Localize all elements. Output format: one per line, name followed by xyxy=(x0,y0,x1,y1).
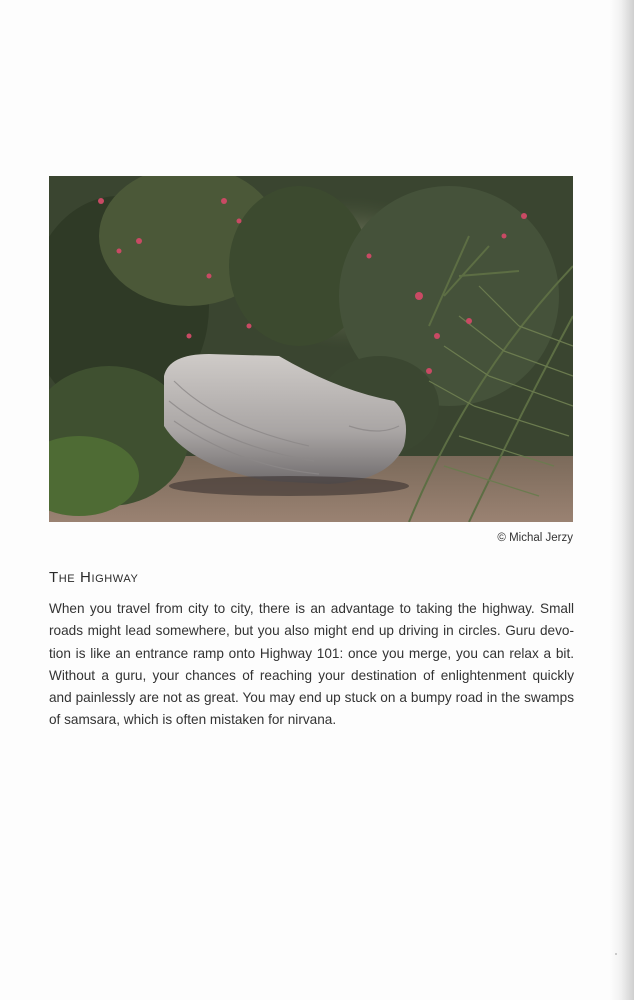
paragraph-line: roads might lead somewhere, but you also might end up driving in circles. Guru devo- xyxy=(49,623,574,639)
page-edge-shadow xyxy=(610,0,634,1000)
body-paragraph xyxy=(49,598,574,732)
paragraph-line: tion is like an entrance ramp onto Highway 101: once you merge, you can relax a bit. xyxy=(49,645,574,661)
photo-covered-car xyxy=(49,176,573,522)
photo-illustration xyxy=(49,176,573,522)
paragraph-line: of samsara, which is often mistaken for nirvana. xyxy=(49,712,337,728)
scan-speck xyxy=(615,953,617,955)
photo-credit: © Michal Jerzy xyxy=(497,532,573,544)
paragraph-line: When you travel from city to city, there is an advantage to taking the highway. Small xyxy=(49,601,574,616)
paragraph-line: Without a guru, your chances of reaching your destination of enlightenment quickly xyxy=(49,667,574,683)
paragraph-line: and painlessly are not as great. You may end up stuck on a bumpy road in the swamps xyxy=(49,690,574,706)
section-heading: The Highway xyxy=(49,569,139,586)
